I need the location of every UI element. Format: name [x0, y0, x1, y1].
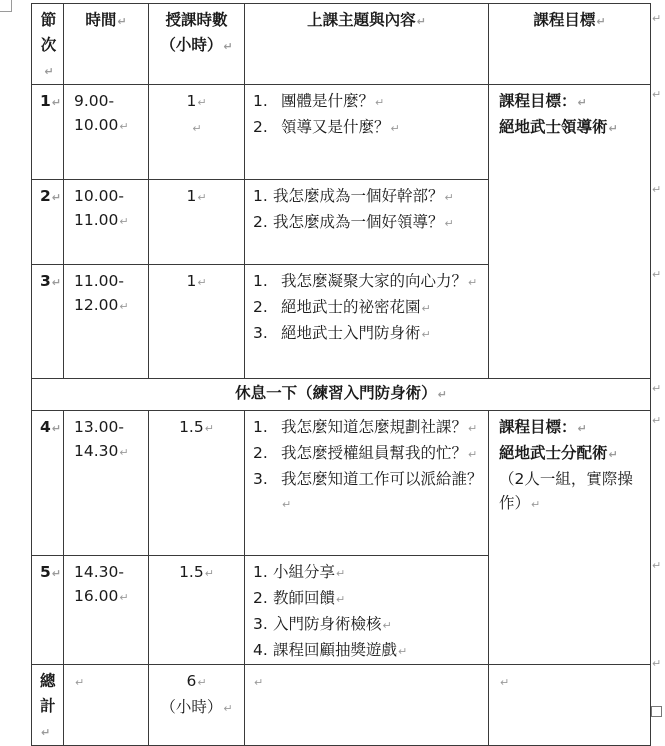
list-item: 2. 教師回饋↵	[253, 589, 346, 607]
list-item: 1. 我怎麼成為一個好幹部？↵	[253, 187, 454, 205]
paragraph-mark: ↵	[254, 676, 264, 689]
list-item: 3. 絕地武士入門防身術↵	[253, 324, 431, 342]
list-item: 1. 團體是什麼？↵	[253, 92, 385, 110]
paragraph-mark: ↵	[51, 422, 62, 435]
table-row	[32, 85, 651, 180]
hours-value: 1	[186, 187, 197, 205]
paragraph-mark: ↵	[197, 191, 207, 204]
header-hours-text: 授課時數（小時）	[160, 11, 228, 54]
time-cell	[64, 556, 149, 665]
hours-cell	[149, 85, 245, 180]
header-topics	[245, 4, 489, 85]
paragraph-mark: ↵	[204, 422, 214, 435]
row-end-mark: ↵	[652, 268, 662, 281]
header-goals	[489, 4, 651, 85]
time-start: 11.00-	[74, 272, 124, 290]
list-item: 2. 絕地武士的祕密花園↵	[253, 298, 431, 316]
paragraph-mark: ↵	[119, 215, 129, 228]
time-cell	[64, 85, 149, 180]
hours-cell	[149, 265, 245, 379]
row-end-mark: ↵	[652, 88, 662, 101]
paragraph-mark: ↵	[468, 276, 478, 289]
total-row	[32, 665, 651, 746]
paragraph-mark: ↵	[44, 65, 54, 78]
topic-text: 小組分享	[273, 563, 336, 581]
topic-text: 團體是什麼？	[281, 92, 375, 110]
header-session-text: 節次	[40, 11, 57, 54]
hours-cell	[149, 180, 245, 265]
paragraph-mark: ↵	[596, 15, 606, 28]
paragraph-mark: ↵	[119, 446, 129, 459]
time-end: 11.00	[74, 211, 119, 229]
paragraph-mark: ↵	[51, 191, 62, 204]
session-number	[32, 265, 64, 379]
hours-value: 1.5	[179, 563, 204, 581]
paragraph-mark: ↵	[117, 15, 127, 28]
break-row	[32, 379, 651, 411]
topic-text: 我怎麼授權組員幫我的忙？	[281, 444, 468, 462]
paragraph-mark: ↵	[282, 498, 292, 511]
session-number	[32, 556, 64, 665]
topic-text: 入門防身術檢核	[273, 615, 382, 633]
time-cell	[64, 265, 149, 379]
paragraph-mark: ↵	[375, 96, 385, 109]
list-item: 3. 我怎麼知道工作可以派給誰？↵	[253, 470, 483, 511]
session-number-text: 2	[40, 187, 51, 205]
row-end-mark: ↵	[652, 382, 662, 395]
total-time-cell	[64, 665, 149, 746]
paragraph-mark: ↵	[500, 676, 510, 689]
topic-text: 我怎麼知道怎麼規劃社課？	[281, 418, 468, 436]
header-topics-text: 上課主題與內容	[307, 11, 416, 29]
list-item: 1. 我怎麼凝聚大家的向心力？↵	[253, 272, 478, 290]
topics-cell	[245, 180, 489, 265]
total-hours-cell	[149, 665, 245, 746]
paragraph-mark: ↵	[51, 96, 62, 109]
list-item: 1. 我怎麼知道怎麼規劃社課？↵	[253, 418, 478, 436]
paragraph-mark: ↵	[444, 191, 454, 204]
session-number	[32, 85, 64, 180]
list-item: 4. 課程回顧抽獎遊戲↵	[253, 641, 408, 659]
paragraph-mark: ↵	[336, 567, 346, 580]
paragraph-mark: ↵	[531, 498, 541, 511]
session-number-text: 3	[40, 272, 51, 290]
end-of-document-marker	[651, 706, 662, 717]
row-end-mark: ↵	[652, 657, 662, 670]
paragraph-mark: ↵	[577, 96, 587, 109]
row-end-mark: ↵	[652, 12, 662, 25]
paragraph-mark: ↵	[608, 448, 618, 461]
hours-cell	[149, 556, 245, 665]
paragraph-mark: ↵	[416, 15, 426, 28]
list-item: 2. 領導又是什麼？↵	[253, 118, 400, 136]
total-hours-unit: （小時）	[160, 698, 223, 716]
list-item: 2. 我怎麼成為一個好領導？↵	[253, 213, 454, 231]
paragraph-mark: ↵	[197, 276, 207, 289]
time-end: 10.00	[74, 116, 119, 134]
total-label: 總計	[40, 672, 56, 715]
paragraph-mark: ↵	[119, 120, 129, 133]
session-number	[32, 180, 64, 265]
paragraph-mark: ↵	[51, 567, 62, 580]
paragraph-mark: ↵	[223, 702, 233, 715]
paragraph-mark: ↵	[41, 726, 51, 739]
list-item: 3. 入門防身術檢核↵	[253, 615, 392, 633]
paragraph-mark: ↵	[197, 676, 207, 689]
total-topics-cell	[245, 665, 489, 746]
topic-text: 我怎麼成為一個好幹部？	[273, 187, 444, 205]
time-cell	[64, 411, 149, 556]
session-number-text: 4	[40, 418, 51, 436]
header-hours	[149, 4, 245, 85]
paragraph-mark: ↵	[468, 422, 478, 435]
goal-cell-2	[489, 411, 651, 665]
session-number	[32, 411, 64, 556]
topic-text: 課程回顧抽獎遊戲	[273, 641, 398, 659]
table-row	[32, 411, 651, 556]
paragraph-mark: ↵	[382, 619, 392, 632]
break-cell	[32, 379, 651, 411]
paragraph-mark: ↵	[577, 422, 587, 435]
header-goals-text: 課程目標	[533, 11, 596, 29]
paragraph-mark: ↵	[437, 388, 447, 401]
time-start: 14.30-	[74, 563, 124, 581]
time-start: 13.00-	[74, 418, 124, 436]
topic-text: 絕地武士的祕密花園	[281, 298, 421, 316]
total-hours-value: 6	[186, 672, 197, 690]
hours-value: 1	[186, 92, 197, 110]
paragraph-mark: ↵	[51, 276, 62, 289]
time-end: 12.00	[74, 296, 119, 314]
time-cell	[64, 180, 149, 265]
paragraph-mark: ↵	[192, 122, 202, 135]
topic-text: 我怎麼成為一個好領導？	[273, 213, 444, 231]
paragraph-mark: ↵	[398, 645, 408, 658]
paragraph-mark: ↵	[223, 40, 233, 53]
total-label-cell	[32, 665, 64, 746]
table-anchor-marker	[0, 0, 12, 12]
goal-text: 絕地武士分配術	[499, 444, 608, 462]
row-end-mark: ↵	[652, 183, 662, 196]
header-time-text: 時間	[85, 11, 117, 29]
hours-value: 1	[186, 272, 197, 290]
course-schedule-table	[31, 3, 651, 746]
time-start: 10.00-	[74, 187, 124, 205]
paragraph-mark: ↵	[336, 593, 346, 606]
list-item: 2. 我怎麼授權組員幫我的忙？↵	[253, 444, 478, 462]
paragraph-mark: ↵	[421, 328, 431, 341]
header-session	[32, 4, 64, 85]
paragraph-mark: ↵	[75, 676, 85, 689]
time-start: 9.00-	[74, 92, 115, 110]
goal-note: （2人一組，實際操作）	[499, 470, 633, 512]
paragraph-mark: ↵	[204, 567, 214, 580]
row-end-mark: ↵	[652, 559, 662, 572]
goal-label: 課程目標：	[499, 418, 577, 436]
topics-cell	[245, 265, 489, 379]
paragraph-mark: ↵	[119, 591, 129, 604]
paragraph-mark: ↵	[390, 122, 400, 135]
topic-text: 絕地武士入門防身術	[281, 324, 421, 342]
session-number-text: 5	[40, 563, 51, 581]
paragraph-mark: ↵	[468, 448, 478, 461]
paragraph-mark: ↵	[608, 122, 618, 135]
topics-cell	[245, 85, 489, 180]
header-time	[64, 4, 149, 85]
goal-label: 課程目標：	[499, 92, 577, 110]
session-number-text: 1	[40, 92, 51, 110]
list-item: 1. 小組分享↵	[253, 563, 346, 581]
time-end: 16.00	[74, 587, 119, 605]
paragraph-mark: ↵	[421, 302, 431, 315]
paragraph-mark: ↵	[197, 96, 207, 109]
row-end-mark: ↵	[652, 414, 662, 427]
goal-cell-1	[489, 85, 651, 379]
break-text: 休息一下（練習入門防身術）	[235, 384, 437, 402]
goal-text: 絕地武士領導術	[499, 118, 608, 136]
hours-cell	[149, 411, 245, 556]
topic-text: 我怎麼知道工作可以派給誰？	[281, 470, 483, 488]
total-goal-cell	[489, 665, 651, 746]
topics-cell	[245, 411, 489, 556]
topics-cell	[245, 556, 489, 665]
topic-text: 我怎麼凝聚大家的向心力？	[281, 272, 468, 290]
header-row	[32, 4, 651, 85]
topic-text: 領導又是什麼？	[281, 118, 390, 136]
paragraph-mark: ↵	[444, 217, 454, 230]
time-end: 14.30	[74, 442, 119, 460]
topic-text: 教師回饋	[273, 589, 336, 607]
paragraph-mark: ↵	[119, 300, 129, 313]
hours-value: 1.5	[179, 418, 204, 436]
